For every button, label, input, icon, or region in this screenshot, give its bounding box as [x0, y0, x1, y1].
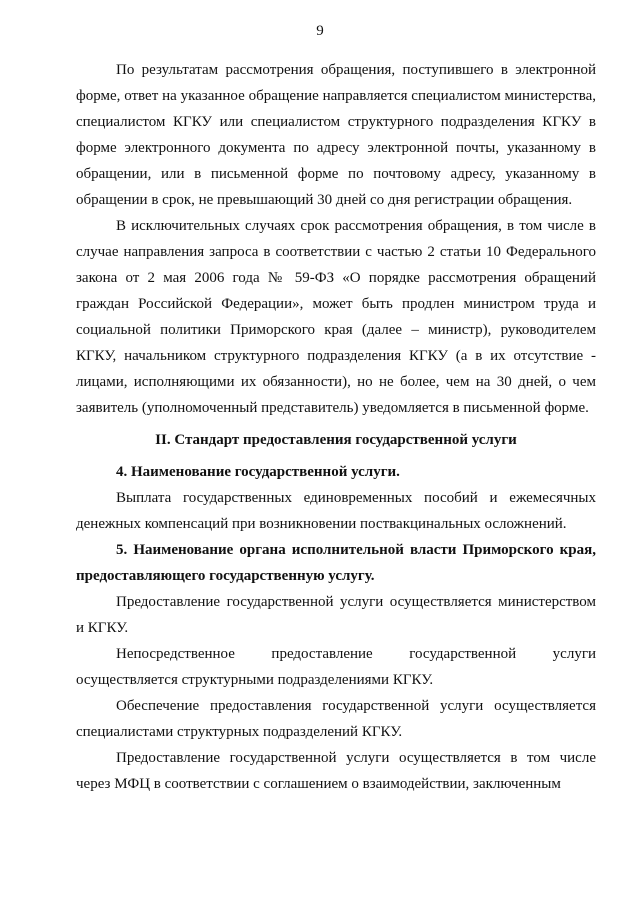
- heading-service-name: 4. Наименование государственной услуги.: [116, 464, 400, 480]
- heading-executive-body: 5. Наименование органа исполнительной власти Приморского края, предоставляющего государственную услугу.: [76, 542, 596, 584]
- paragraph-provision-ministry: Предоставление государственной услуги осуществляется министерством и КГКУ.: [76, 594, 596, 636]
- paragraph-response-electronic: По результатам рассмотрения обращения, поступившего в электронной форме, ответ на указанное обращение направляется специалистом министерства, специалистом КГКУ или специалистом структурного подразделения КГКУ в форме электронного документа по адресу электронной почты, указанному в обращении, или в письменной форме по почтовому адресу, указанному в обращении в срок, не превышающий 30 дней со дня регистрации обращения.: [76, 62, 596, 208]
- document-body: [76, 57, 596, 797]
- page-number: 9: [316, 23, 324, 39]
- paragraph-direct-provision: Непосредственное предоставление государственной услуги осуществляется структурными подразделениями КГКУ.: [76, 646, 596, 688]
- paragraph-mfc-provision: Предоставление государственной услуги осуществляется в том числе через МФЦ в соответствии с соглашением о взаимодействии, заключенным: [76, 750, 596, 792]
- paragraph-provision-support: Обеспечение предоставления государственной услуги осуществляется специалистами структурных подразделений КГКУ.: [76, 698, 596, 740]
- section-title-standard: II. Стандарт предоставления государственной услуги: [155, 432, 517, 448]
- paragraph-exceptional-cases: В исключительных случаях срок рассмотрения обращения, в том числе в случае направления запроса в соответствии с частью 2 статьи 10 Федерального закона от 2 мая 2006 года № 59-ФЗ «О порядке рассмотрения обращений граждан Российской Федерации», может быть продлен министром труда и социальной политики Приморского края (далее – министр), руководителем КГКУ, начальником структурного подразделения КГКУ (а в их отсутствие - лицами, исполняющими их обязанности), но не более, чем на 30 дней, о чем заявитель (уполномоченный представитель) уведомляется в письменной форме.: [76, 218, 596, 416]
- paragraph-service-name: Выплата государственных единовременных пособий и ежемесячных денежных компенсаций при возникновении поствакцинальных осложнений.: [76, 490, 596, 532]
